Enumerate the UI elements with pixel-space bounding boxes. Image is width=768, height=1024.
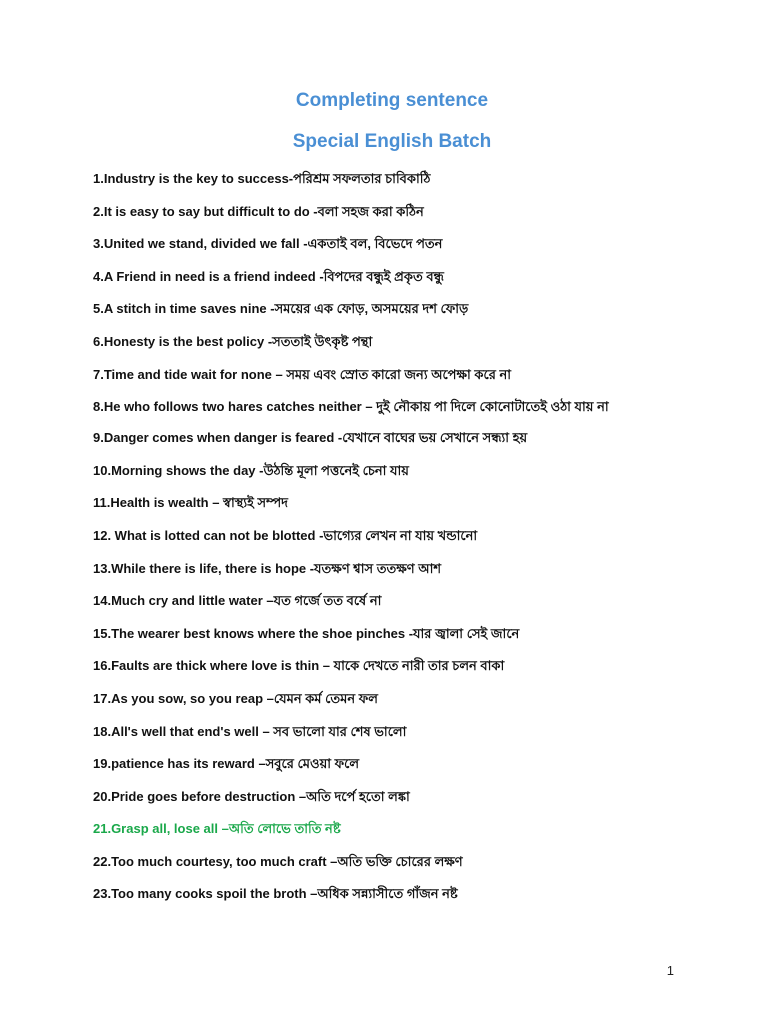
list-item: 4.A Friend in need is a friend indeed -বিপদের বন্ধুই প্রকৃত বন্ধু: [93, 268, 444, 284]
list-item: 10.Morning shows the day -উঠন্তি মূলা পত্তনেই চেনা যায়: [93, 462, 409, 478]
list-item: 3.United we stand, divided we fall -একতাই বল, বিভেদে পতন: [93, 236, 443, 252]
list-item: 22.Too much courtesy, too much craft –অতি ভক্তি চোরের লক্ষণ: [93, 853, 463, 869]
page-number: 1: [666, 963, 674, 978]
list-item: 15.The wearer best knows where the shoe pinches -যার জ্বালা সেই জানে: [93, 625, 520, 641]
list-item: 5.A stitch in time saves nine -সময়ের এক ফোড়, অসময়ের দশ ফোড়: [93, 301, 469, 317]
list-item: 19.patience has its reward –সবুরে মেওয়া ফলে: [93, 756, 360, 772]
list-item: 12. What is lotted can not be blotted -ভাগ্যের লেখন না যায় খন্ডানো: [93, 527, 478, 543]
list-item: 7.Time and tide wait for none – সময় এবং স্রোত কারো জন্য অপেক্ষা করে না: [93, 366, 512, 382]
list-item: 11.Health is wealth – স্বাস্থ্যই সম্পদ: [93, 495, 288, 511]
list-item: 9.Danger comes when danger is feared -যেখানে বাঘের ভয় সেখানে সন্ধ্যা হয়: [93, 430, 528, 446]
list-item: 18.All's well that end's well – সব ভালো যার শেষ ভালো: [93, 723, 407, 739]
proverb-list: [93, 168, 663, 916]
list-item: 13.While there is life, there is hope -যতক্ষণ শ্বাস ততক্ষণ আশ: [93, 560, 442, 576]
list-item: 8.He who follows two hares catches neither – দুই নৌকায় পা দিলে কোনোটাতেই ওঠা যায় না: [93, 399, 609, 415]
page-title: Completing sentence: [295, 90, 489, 111]
page-subtitle: Special English Batch: [292, 131, 492, 152]
list-item: 2.It is easy to say but difficult to do -বলা সহজ করা কঠিন: [93, 203, 424, 219]
list-item: 1.Industry is the key to success-পরিশ্রম সফলতার চাবিকাঠি: [93, 171, 431, 186]
list-item: 16.Faults are thick where love is thin – যাকে দেখতে নারী তার চলন বাকা: [93, 658, 505, 674]
list-item: 23.Too many cooks spoil the broth –অধিক সন্ন্যাসীতে গাঁজন নষ্ট: [93, 886, 458, 902]
list-item: 14.Much cry and little water –যত গর্জে তত বর্ষে না: [93, 593, 382, 609]
list-item: 6.Honesty is the best policy -সততাই উৎকৃষ্ট পন্থা: [93, 333, 373, 349]
list-item-highlighted: 21.Grasp all, lose all –অতি লোভে তাতি নষ্ট: [93, 821, 341, 837]
list-item: 17.As you sow, so you reap –যেমন কর্ম তেমন ফল: [93, 690, 378, 706]
list-item: 20.Pride goes before destruction –অতি দর্পে হতো লঙ্কা: [93, 788, 410, 804]
